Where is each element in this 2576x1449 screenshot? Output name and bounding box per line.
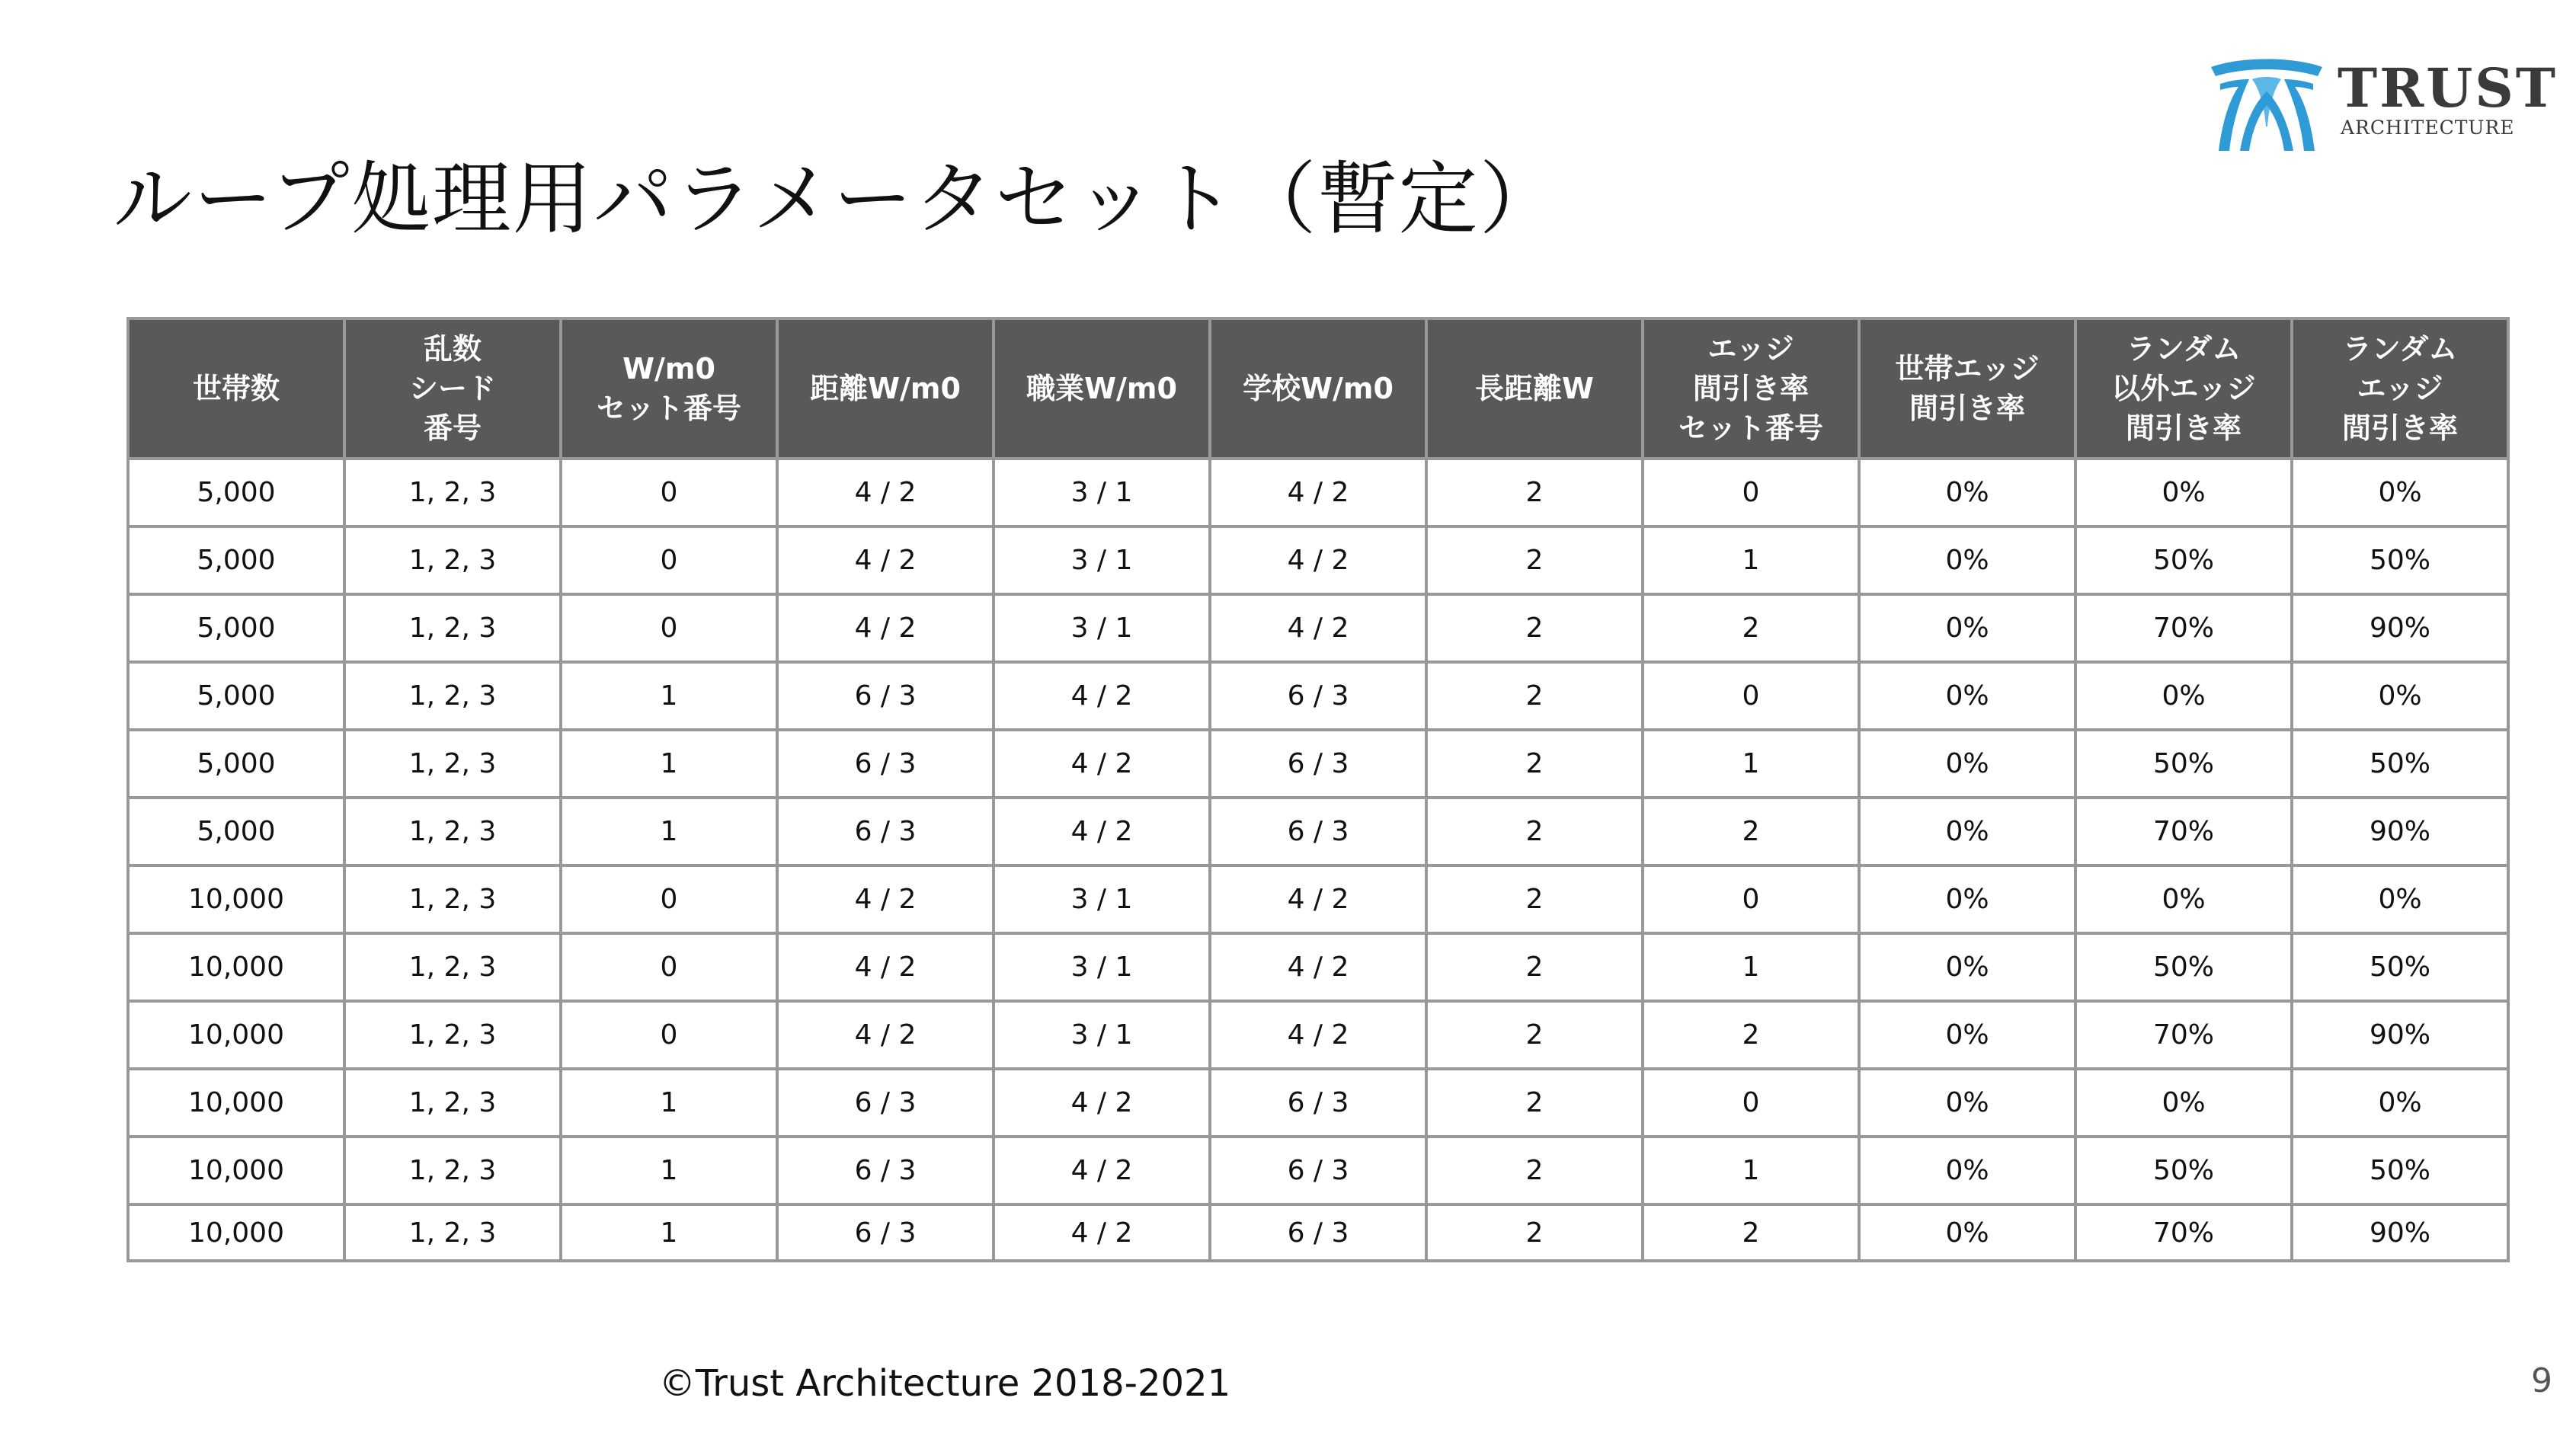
header-long-distance-w: 長距離W (1426, 318, 1643, 459)
table-cell: 4 / 2 (994, 662, 1210, 730)
table-cell: 1 (561, 1137, 777, 1204)
table-cell: 90% (2292, 798, 2508, 865)
table-row (128, 798, 2508, 865)
table-cell: 0% (1859, 594, 2075, 662)
table-cell: 1, 2, 3 (344, 526, 561, 594)
table-cell: 1 (1643, 526, 1859, 594)
table-cell: 70% (2075, 1204, 2292, 1261)
table-cell: 0% (2075, 662, 2292, 730)
table-cell: 2 (1426, 1204, 1643, 1261)
table-cell: 50% (2292, 730, 2508, 798)
table-cell: 4 / 2 (1210, 865, 1426, 933)
table-cell: 1, 2, 3 (344, 730, 561, 798)
table-cell: 0% (2292, 865, 2508, 933)
table-cell: 2 (1643, 1001, 1859, 1069)
table-row (128, 594, 2508, 662)
table-cell: 0 (1643, 1069, 1859, 1137)
table-cell: 4 / 2 (777, 459, 994, 526)
table-cell: 6 / 3 (777, 1069, 994, 1137)
table-cell: 2 (1643, 594, 1859, 662)
table-cell: 0 (1643, 865, 1859, 933)
table-cell: 2 (1426, 730, 1643, 798)
logo-wordmark: TRUST (2338, 56, 2558, 120)
table-cell: 6 / 3 (777, 662, 994, 730)
trust-architecture-arch-logo-icon (2210, 53, 2324, 152)
table-cell: 6 / 3 (1210, 1204, 1426, 1261)
table-cell: 5,000 (128, 459, 344, 526)
table-cell: 6 / 3 (1210, 798, 1426, 865)
table-cell: 10,000 (128, 1001, 344, 1069)
table-cell: 1, 2, 3 (344, 865, 561, 933)
table-cell: 0% (1859, 1001, 2075, 1069)
table-cell: 2 (1426, 526, 1643, 594)
table-cell: 50% (2292, 526, 2508, 594)
table-cell: 10,000 (128, 1204, 344, 1261)
table-cell: 5,000 (128, 594, 344, 662)
table-cell: 10,000 (128, 1137, 344, 1204)
table-cell: 6 / 3 (777, 798, 994, 865)
table-cell: 1 (1643, 730, 1859, 798)
table-row (128, 662, 2508, 730)
table-cell: 1 (561, 1204, 777, 1261)
table-cell: 0% (1859, 798, 2075, 865)
header-distance-wm0: 距離W/m0 (777, 318, 994, 459)
table-cell: 0% (2075, 459, 2292, 526)
header-households: 世帯数 (128, 318, 344, 459)
table-cell: 2 (1643, 1204, 1859, 1261)
table-cell: 3 / 1 (994, 865, 1210, 933)
table-cell: 2 (1426, 1001, 1643, 1069)
table-cell: 0 (561, 865, 777, 933)
table-cell: 50% (2075, 526, 2292, 594)
footer-copyright: ©Trust Architecture 2018-2021 (658, 1362, 1231, 1405)
table-cell: 5,000 (128, 662, 344, 730)
table-cell: 50% (2292, 933, 2508, 1001)
table-cell: 50% (2075, 1137, 2292, 1204)
page-number: 9 (2531, 1361, 2552, 1400)
table-body (128, 459, 2508, 1261)
table-cell: 0% (2075, 1069, 2292, 1137)
table-cell: 5,000 (128, 526, 344, 594)
table-cell: 0% (2292, 662, 2508, 730)
table-row (128, 730, 2508, 798)
table-cell: 3 / 1 (994, 594, 1210, 662)
table-cell: 1, 2, 3 (344, 662, 561, 730)
table-cell: 0 (1643, 662, 1859, 730)
table-cell: 70% (2075, 594, 2292, 662)
table-row (128, 865, 2508, 933)
header-wm0-set: W/m0 セット番号 (561, 318, 777, 459)
table-cell: 6 / 3 (1210, 1137, 1426, 1204)
table-cell: 6 / 3 (1210, 730, 1426, 798)
table-cell: 6 / 3 (777, 1137, 994, 1204)
table-cell: 1, 2, 3 (344, 1001, 561, 1069)
table-cell: 0 (561, 1001, 777, 1069)
table-cell: 90% (2292, 594, 2508, 662)
table-cell: 4 / 2 (777, 1001, 994, 1069)
table-cell: 0% (1859, 1069, 2075, 1137)
table-cell: 0% (1859, 662, 2075, 730)
table-row (128, 526, 2508, 594)
table-cell: 2 (1426, 459, 1643, 526)
header-household-edge-thinning: 世帯エッジ 間引き率 (1859, 318, 2075, 459)
parameter-table (126, 317, 2510, 1262)
table-cell: 70% (2075, 1001, 2292, 1069)
table-cell: 1 (561, 662, 777, 730)
table-cell: 1, 2, 3 (344, 933, 561, 1001)
table-cell: 10,000 (128, 933, 344, 1001)
header-non-random-edge-thinning: ランダム 以外エッジ 間引き率 (2075, 318, 2292, 459)
table-cell: 4 / 2 (994, 1069, 1210, 1137)
table-cell: 4 / 2 (1210, 1001, 1426, 1069)
header-random-seed: 乱数 シード 番号 (344, 318, 561, 459)
table-cell: 4 / 2 (1210, 594, 1426, 662)
table-cell: 0 (561, 594, 777, 662)
table-cell: 0% (1859, 865, 2075, 933)
table-cell: 50% (2292, 1137, 2508, 1204)
table-cell: 4 / 2 (1210, 459, 1426, 526)
table-cell: 2 (1426, 865, 1643, 933)
logo-subtitle: ARCHITECTURE (2341, 117, 2515, 139)
table-cell: 1, 2, 3 (344, 459, 561, 526)
table-cell: 0 (561, 526, 777, 594)
table-cell: 10,000 (128, 865, 344, 933)
table-row (128, 1069, 2508, 1137)
table-cell: 1, 2, 3 (344, 798, 561, 865)
table-cell: 2 (1426, 662, 1643, 730)
table-cell: 6 / 3 (777, 1204, 994, 1261)
table-cell: 3 / 1 (994, 1001, 1210, 1069)
table-cell: 0% (2075, 865, 2292, 933)
table-cell: 4 / 2 (994, 730, 1210, 798)
table-cell: 1 (561, 730, 777, 798)
table-cell: 4 / 2 (777, 594, 994, 662)
table-cell: 1 (561, 1069, 777, 1137)
table-cell: 0% (1859, 1137, 2075, 1204)
table-cell: 3 / 1 (994, 933, 1210, 1001)
table-cell: 2 (1426, 933, 1643, 1001)
table-cell: 90% (2292, 1204, 2508, 1261)
table-cell: 4 / 2 (1210, 526, 1426, 594)
header-row (128, 318, 2508, 459)
table-cell: 1, 2, 3 (344, 1137, 561, 1204)
table-cell: 4 / 2 (777, 933, 994, 1001)
table-cell: 4 / 2 (777, 526, 994, 594)
table-row (128, 1001, 2508, 1069)
table-cell: 90% (2292, 1001, 2508, 1069)
table-header (128, 318, 2508, 459)
table-cell: 6 / 3 (1210, 1069, 1426, 1137)
table-cell: 1, 2, 3 (344, 1069, 561, 1137)
table-cell: 4 / 2 (994, 1137, 1210, 1204)
slide-title: ループ処理用パラメータセット（暫定） (113, 152, 1560, 245)
table-cell: 10,000 (128, 1069, 344, 1137)
table-cell: 3 / 1 (994, 526, 1210, 594)
table-cell: 0 (561, 933, 777, 1001)
table-row (128, 1137, 2508, 1204)
header-edge-thinning-set: エッジ 間引き率 セット番号 (1643, 318, 1859, 459)
table-cell: 2 (1426, 1137, 1643, 1204)
table-cell: 0% (2292, 459, 2508, 526)
table-cell: 1, 2, 3 (344, 594, 561, 662)
table-cell: 0% (1859, 1204, 2075, 1261)
table-cell: 0 (561, 459, 777, 526)
table-cell: 2 (1426, 594, 1643, 662)
table-cell: 0% (1859, 459, 2075, 526)
table-cell: 6 / 3 (1210, 662, 1426, 730)
table-cell: 1, 2, 3 (344, 1204, 561, 1261)
table-cell: 0% (1859, 730, 2075, 798)
table-cell: 0% (1859, 526, 2075, 594)
table-cell: 4 / 2 (777, 865, 994, 933)
table-cell: 3 / 1 (994, 459, 1210, 526)
table-cell: 0% (1859, 933, 2075, 1001)
table-cell: 0% (2292, 1069, 2508, 1137)
table-cell: 4 / 2 (994, 1204, 1210, 1261)
table-cell: 2 (1426, 798, 1643, 865)
trust-architecture-logo (2210, 53, 2558, 152)
header-random-edge-thinning: ランダム エッジ 間引き率 (2292, 318, 2508, 459)
table-cell: 5,000 (128, 730, 344, 798)
table-cell: 1 (1643, 1137, 1859, 1204)
table-cell: 70% (2075, 798, 2292, 865)
table-cell: 5,000 (128, 798, 344, 865)
table-cell: 4 / 2 (994, 798, 1210, 865)
table-cell: 0 (1643, 459, 1859, 526)
header-school-wm0: 学校W/m0 (1210, 318, 1426, 459)
table-cell: 6 / 3 (777, 730, 994, 798)
table-row (128, 1204, 2508, 1261)
table-row (128, 933, 2508, 1001)
table-row (128, 459, 2508, 526)
table-cell: 1 (1643, 933, 1859, 1001)
table-cell: 50% (2075, 730, 2292, 798)
header-occupation-wm0: 職業W/m0 (994, 318, 1210, 459)
table-cell: 1 (561, 798, 777, 865)
table-cell: 4 / 2 (1210, 933, 1426, 1001)
table-cell: 2 (1426, 1069, 1643, 1137)
table-cell: 50% (2075, 933, 2292, 1001)
table-cell: 2 (1643, 798, 1859, 865)
